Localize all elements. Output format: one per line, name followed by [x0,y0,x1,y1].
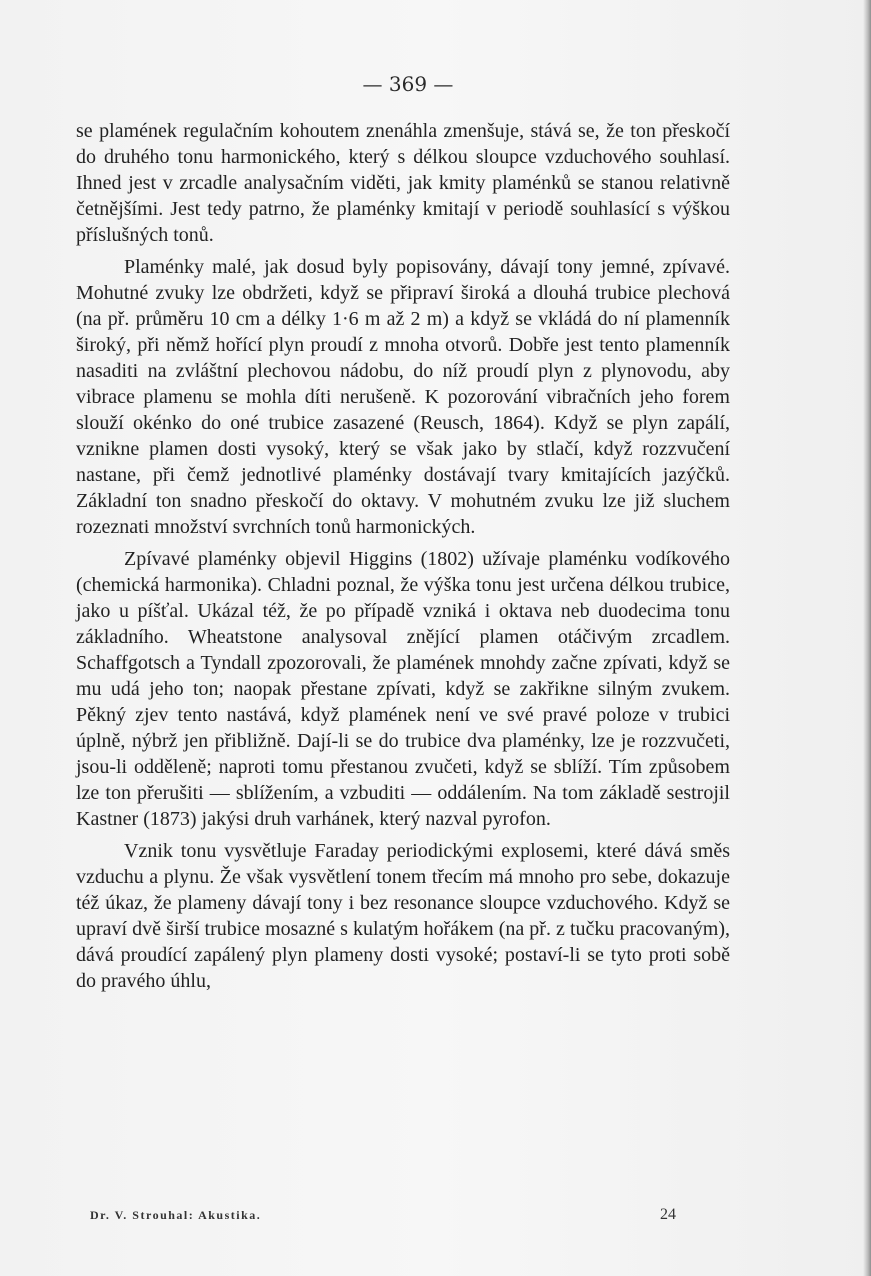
paragraph-2: Plaménky malé, jak dosud byly popisovány, dávají tony jemné, zpívavé. Mohutné zvuky lze obdržeti, když se připraví široká a dlouhá trubice plechová (na př. průměru 10 cm a délky 1·6 m až 2 m) a když se vkládá do ní plamenník široký, při němž hořící plyn proudí z mnoha otvorů. Dobře jest tento plamenník nasaditi na zvláštní plechovou nádobu, do níž proudí plyn z plynovodu, aby vibrace plamenu se mohla díti nerušeně. K pozorování vibračních jeho forem slouží okénko do oné trubice zasazené (Reusch, 1864). Když se plyn zapálí, vznikne plamen dosti vysoký, který se však jako by stlačí, když rozzvučení nastane, při čemž jednotlivé plaménky dostávají tvary kmitajících jazýčků. Základní ton snadno přeskočí do oktavy. V mohutném zvuku lze již sluchem rozeznati množství svrchních tonů harmonických. [76,256,730,538]
paragraph-1: se plamének regulačním kohoutem znenáhla zmenšuje, stává se, že ton přeskočí do druhého tonu harmonického, který s délkou sloupce vzduchového souhlasí. Ihned jest v zrcadle analysačním viděti, jak kmity plaménků se stanou relativně četnějšími. Jest tedy patrno, že plaménky kmitají v periodě souhlasící s výškou příslušných tonů. [76,120,730,246]
page-number: — 369 — [362,72,454,96]
paragraph-3: Zpívavé plaménky objevil Higgins (1802) užívaje plaménku vodíkového (chemická harmonika). Chladni poznal, že výška tonu jest určena délkou trubice, jako u píšťal. Ukázal též, že po případě vzniká i oktava neb duodecima tonu základního. Wheatstone analysoval znějící plamen otáčivým zrcadlem. Schaffgotsch a Tyndall zpozorovali, že plamének mnohdy začne zpívati, když se mu udá jeho ton; naopak přestane zpívati, když se zakřikne silným zvukem. Pěkný zjev tento nastává, když plamének není ve své pravé poloze v trubici úplně, nýbrž jen přibližně. Dají-li se do trubice dva plaménky, lze je rozzvučeti, jsou-li odděleně; naproti tomu přestanou zvučeti, když se sblíží. Tím způsobem lze ton přerušiti — sblížením, a vzbuditi — oddálením. Na tom základě sestrojil Kastner (1873) jakýsi druh varhánek, který nazval pyrofon. [76,548,730,830]
footer-signature-mark: 24 [660,1206,676,1223]
body-text [76,118,730,1000]
page-edge-shadow [863,0,871,1276]
footer-author-title: Dr. V. Strouhal: Akustika. [90,1208,262,1222]
paragraph-4: Vznik tonu vysvětluje Faraday periodickými explosemi, které dává směs vzduchu a plynu. Že však vysvětlení tonem třecím má mnoho pro sebe, dokazuje též úkaz, že plameny dávají tony i bez resonance sloupce vzduchového. Když se upraví dvě širší trubice mosazné s kulatým hořákem (na př. z tučku pracovaným), dává proudící zapálený plyn plameny dosti vysoké; postaví-li se tyto proti sobě do pravého úhlu, [76,840,730,992]
